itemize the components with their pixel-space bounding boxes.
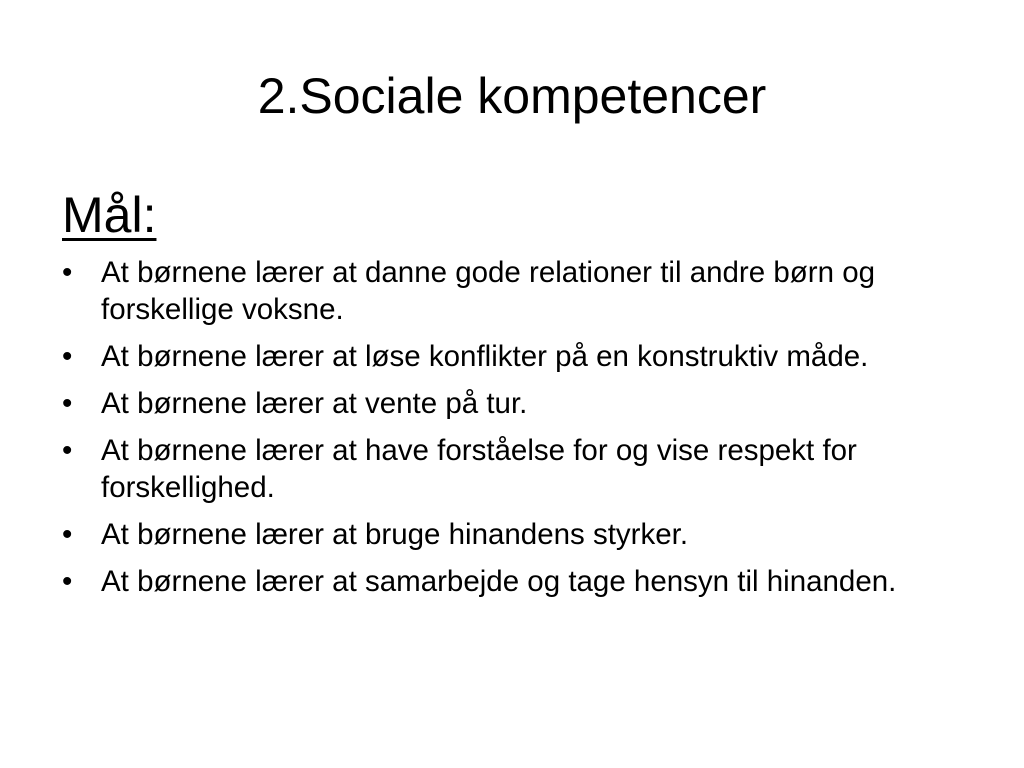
list-item-text: At børnene lærer at danne gode relationer til andre børn og forskellige voksne. (101, 256, 876, 326)
list-item (62, 563, 972, 600)
list-item (62, 254, 972, 328)
list-item (62, 338, 972, 375)
list-item (62, 432, 972, 506)
list-item-text: At børnene lærer at løse konflikter på en konstruktiv måde. (101, 340, 869, 373)
list-item (62, 385, 972, 422)
list-item-text: At børnene lærer at bruge hinandens styrker. (101, 518, 689, 551)
bullet-icon: • (62, 387, 73, 420)
bullet-icon: • (62, 518, 73, 551)
list-item-text: At børnene lærer at have forståelse for og vise respekt for forskellighed. (101, 434, 857, 504)
goals-list (62, 254, 972, 610)
bullet-icon: • (62, 434, 73, 467)
slide-title: 2.Sociale kompetencer (257, 68, 767, 124)
goals-heading: Mål: (62, 187, 157, 243)
bullet-icon: • (62, 340, 73, 373)
list-item-text: At børnene lærer at samarbejde og tage hensyn til hinanden. (101, 565, 897, 598)
list-item-text: At børnene lærer at vente på tur. (101, 387, 528, 420)
bullet-icon: • (62, 256, 73, 289)
list-item (62, 516, 972, 553)
bullet-icon: • (62, 565, 73, 598)
